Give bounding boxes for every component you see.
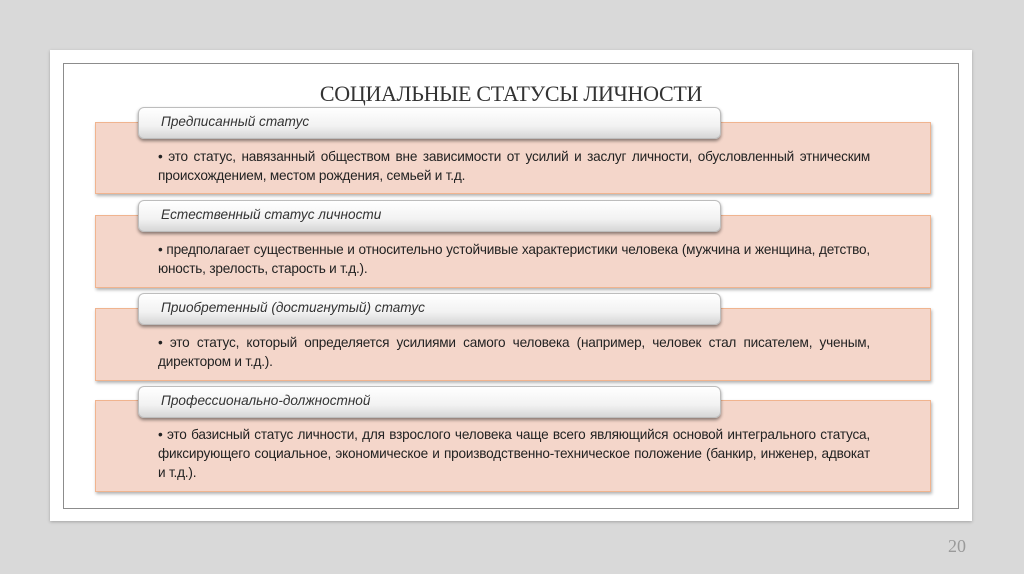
page-number: 20 [948, 536, 966, 556]
section-header-natural [138, 200, 721, 232]
section-heading: Приобретенный (достигнутый) статус [161, 300, 425, 315]
section-text: • это статус, навязанный обществом вне зависимости от усилий и заслуг личности, обусловленный этническим происхождением, местом рождения, семьей и т.д. [158, 149, 870, 183]
section-header-professional [138, 386, 721, 418]
section-text: • предполагает существенные и относительно устойчивые характеристики человека (мужчина и женщина, детство, юность, зрелость, старость и т.д.). [158, 242, 870, 276]
section-heading: Предписанный статус [161, 114, 310, 129]
section-header-achieved [138, 293, 721, 325]
section-heading: Естественный статус личности [161, 207, 382, 222]
section-text: • это базисный статус личности, для взрослого человека чаще всего являющийся основой интегрального статуса, фиксирующего социальное, экономическое и производственно-техническое положение (банкир, инженер, адвокат и т.д.). [158, 427, 870, 480]
section-header-ascribed [138, 107, 721, 139]
section-heading: Профессионально-должностной [161, 393, 371, 408]
section-text: • это статус, который определяется усилиями самого человека (например, человек стал писателем, ученым, директором и т.д.). [158, 335, 870, 369]
slide-title: СОЦИАЛЬНЫЕ СТАТУСЫ ЛИЧНОСТИ [319, 81, 703, 106]
